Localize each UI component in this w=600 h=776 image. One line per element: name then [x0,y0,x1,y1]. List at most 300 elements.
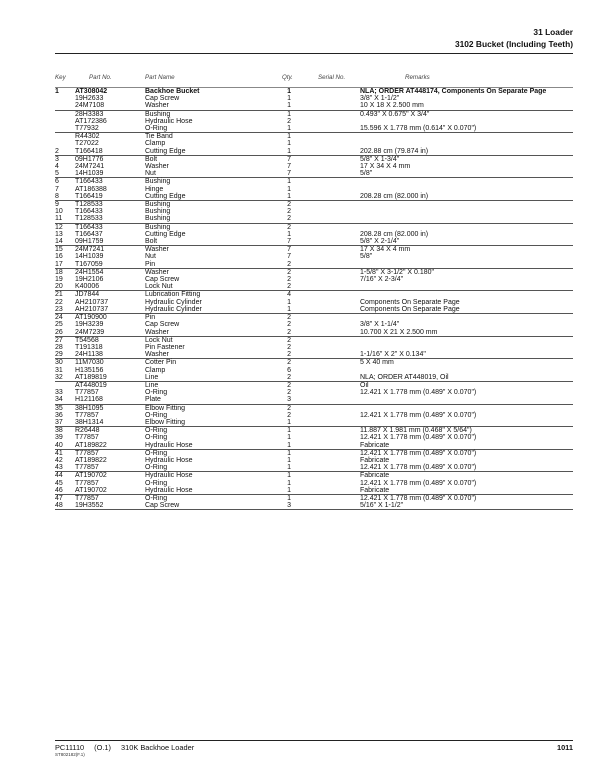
row-serial-no [291,321,360,328]
row-serial-no [291,231,360,238]
row-qty: 2 [287,208,291,216]
row-key: 26 [55,329,75,337]
row-serial-no [291,306,360,314]
row-serial-no [291,261,360,269]
row-qty: 2 [267,215,291,223]
row-part-name: O-Ring [145,464,267,472]
table-row [55,163,573,170]
row-remarks: 5/16" X 1-1/2" [360,502,573,510]
row-qty: 3 [267,502,291,510]
row-remarks [360,140,573,147]
row-key [55,125,75,133]
table-row [55,367,573,374]
row-part-name: Lock Nut [145,283,267,291]
row-part-name: O-Ring [145,125,267,133]
row-remarks [360,419,573,427]
row-part-name: Washer [145,351,267,359]
row-remarks [360,314,573,322]
row-qty: 1 [267,102,291,110]
row-key: 36 [55,411,63,419]
table-row [55,215,573,223]
table-row [55,314,573,322]
row-part-name: Lubrication Fitting [145,291,201,299]
row-remarks: 12.421 X 1.778 mm (0.489" X 0.070") [360,464,573,472]
row-key: 41 [55,449,63,457]
row-part-no: R44302 [75,133,100,141]
row-part-name: Hydraulic Hose [145,456,193,464]
row-part-no: 24M7241 [75,163,105,171]
row-qty: 2 [287,411,291,419]
row-serial-no [291,367,360,374]
row-part-name: Hydraulic Cylinder [145,306,267,314]
row-serial-no [291,223,360,231]
col-header-remarks: Remarks [405,74,430,81]
row-qty: 1 [287,88,291,95]
row-part-name: O-Ring [145,494,168,502]
row-qty: 2 [267,374,291,382]
table-row [55,283,573,291]
parts-group [55,359,573,382]
table-row [55,359,573,367]
row-part-name: O-Ring [145,449,168,457]
row-serial-no [291,276,360,283]
row-serial-no [291,419,360,427]
row-qty: 2 [287,223,291,231]
row-serial-no [291,314,360,322]
row-key: 39 [55,434,63,442]
row-part-name: Washer [145,163,169,171]
table-row [55,427,573,435]
row-serial-no [291,374,360,382]
row-qty: 1 [267,306,291,314]
parts-group [55,246,573,269]
row-key: 38 [55,427,63,435]
row-part-no: T77932 [75,125,145,133]
row-part-no: 14H1039 [75,253,104,261]
row-serial-no [291,140,360,147]
row-part-no: AT186388 [75,185,107,193]
row-qty: 1 [267,487,291,495]
row-serial-no [291,502,360,510]
table-row [55,449,573,457]
row-qty: 1 [287,494,291,502]
row-qty: 1 [287,434,291,442]
table-row [55,434,573,441]
row-part-name: Elbow Fitting [145,419,267,427]
row-remarks: Components On Separate Page [360,298,460,306]
row-serial-no [291,268,360,276]
parts-group [55,291,573,314]
row-part-no: T128533 [75,201,103,209]
col-header-serial-no: Serial No. [318,74,346,81]
row-serial-no [291,480,360,487]
row-key: 21 [55,291,63,299]
row-key: 20 [55,283,75,291]
col-header-qty: Qty. [282,74,293,81]
row-part-no: 28H3383 [75,110,104,118]
table-row [55,102,573,110]
row-serial-no [291,412,360,419]
row-part-no: AT448019 [75,381,107,389]
row-part-name: Cap Screw [145,321,180,329]
parts-group [55,404,573,427]
row-qty: 1 [267,148,291,156]
row-remarks [360,261,573,269]
row-key: 47 [55,494,63,502]
row-part-no: T166418 [75,148,145,156]
row-serial-no [291,359,360,367]
table-row [55,223,573,231]
row-part-no: T77857 [75,434,99,442]
row-remarks [360,283,573,291]
row-key: 29 [55,351,75,359]
row-serial-no [291,178,360,186]
row-part-name: Backhoe Bucket [145,88,200,95]
row-serial-no [291,110,360,118]
row-part-name: Bushing [145,110,171,118]
row-part-no: T27022 [75,140,99,148]
row-serial-no [291,170,360,178]
row-remarks: 1-1/16" X 2" X 0.134" [360,351,573,359]
row-qty: 1 [287,472,291,480]
row-key: 42 [55,456,63,464]
row-part-name: Washer [145,329,267,337]
row-key: 43 [55,464,75,472]
table-row [55,178,573,186]
row-qty: 2 [287,381,291,389]
row-qty: 7 [287,155,291,163]
row-remarks: 11.887 X 1.981 mm (0.468" X 5/64") [360,427,472,435]
row-part-name: Line [145,374,267,382]
row-serial-no [291,201,360,209]
row-serial-no [291,148,360,156]
row-remarks [360,344,573,351]
row-qty: 1 [267,125,291,133]
row-remarks: 12.421 X 1.778 mm (0.489" X 0.070") [360,389,477,397]
row-key: 25 [55,321,63,329]
row-serial-no [291,351,360,359]
table-row [55,412,573,419]
row-key: 44 [55,472,63,480]
row-remarks: 17 X 34 X 4 mm [360,163,411,171]
row-remarks [360,178,573,186]
row-remarks [360,223,573,231]
row-part-no: T166433 [75,178,103,186]
row-qty: 2 [267,351,291,359]
row-remarks: Fabricate [360,472,390,480]
row-part-no: T166437 [75,230,103,238]
row-part-no: T77857 [75,464,145,472]
document-code: ST802182(F.1) [55,752,85,757]
table-row [55,291,573,299]
row-qty: 1 [287,449,291,457]
row-key: 33 [55,389,63,397]
row-serial-no [291,344,360,351]
row-remarks: 3/8" X 1-1/2" [360,95,400,103]
table-row [55,404,573,412]
row-part-no: H121168 [75,396,145,404]
row-key: 16 [55,253,63,261]
row-part-no: 14H1039 [75,170,145,178]
row-key: 7 [55,185,59,193]
row-part-no: T77857 [75,449,99,457]
row-qty: 1 [287,230,291,238]
row-qty: 2 [287,359,291,367]
row-serial-no [291,449,360,457]
table-row [55,457,573,464]
row-part-name: Hydraulic Cylinder [145,298,202,306]
row-qty: 6 [287,366,291,374]
parts-table [55,87,573,510]
row-part-no: T167059 [75,261,145,269]
row-serial-no [291,118,360,125]
table-row [55,480,573,487]
row-remarks: 208.28 cm (82.000 in) [360,230,429,238]
row-remarks: Components On Separate Page [360,306,573,314]
revision: (O.1) [94,743,112,752]
row-part-no: K40006 [75,283,145,291]
row-remarks: 5/8" X 1-3/4" [360,155,400,163]
row-serial-no [291,404,360,412]
row-key: 37 [55,419,75,427]
row-part-no: T166419 [75,193,145,201]
row-remarks: 5 X 40 mm [360,359,394,367]
row-part-no: T191318 [75,343,103,351]
row-part-name: Hydraulic Hose [145,117,193,125]
table-row [55,487,573,495]
row-qty: 2 [267,261,291,269]
row-remarks [360,396,573,404]
row-serial-no [291,442,360,450]
row-part-name: Nut [145,253,156,261]
row-remarks: 12.421 X 1.778 mm (0.489" X 0.070") [360,449,477,457]
row-part-name: Bushing [145,208,171,216]
row-part-no: AT172386 [75,117,107,125]
row-part-name: Bushing [145,223,171,231]
row-part-no: JD7844 [75,291,100,299]
row-qty: 3 [267,396,291,404]
row-part-no: T54568 [75,336,99,344]
row-part-no: T77857 [75,494,99,502]
parts-group [55,88,573,111]
table-row [55,261,573,269]
row-part-no: T128533 [75,215,145,223]
row-qty: 7 [287,163,291,171]
col-header-part-name: Part Name [145,74,175,81]
row-remarks: 208.28 cm (82.000 in) [360,193,573,201]
row-qty: 2 [287,276,291,284]
row-serial-no [291,133,360,141]
table-row [55,396,573,404]
parts-group [55,494,573,509]
row-serial-no [291,283,360,291]
row-remarks: 5/8" [360,170,573,178]
row-key [55,95,75,102]
row-qty: 2 [287,343,291,351]
row-part-name: Elbow Fitting [145,404,186,412]
table-row [55,329,573,337]
row-serial-no [291,299,360,306]
row-part-name: Bolt [145,155,158,163]
row-qty: 2 [287,201,291,209]
table-row [55,502,573,510]
table-row [55,494,573,502]
row-qty: 1 [267,464,291,472]
parts-group [55,201,573,224]
row-part-no: AT190702 [75,472,107,480]
row-serial-no [291,155,360,163]
row-part-no: 19H3239 [75,321,104,329]
row-remarks: Fabricate [360,442,573,450]
row-key: 46 [55,487,75,495]
row-remarks: 17 X 34 X 4 mm [360,246,411,254]
row-key: 48 [55,502,75,510]
row-key [55,133,75,141]
row-serial-no [291,457,360,464]
catalog-number: PC11110 [55,743,85,752]
row-qty: 7 [267,238,291,246]
row-serial-no [291,329,360,337]
row-part-name: O-Ring [145,479,168,487]
row-serial-no [291,193,360,201]
row-qty: 2 [287,117,291,125]
row-key: 35 [55,404,63,412]
row-part-name: Washer [145,246,169,254]
row-remarks: Fabricate [360,456,390,464]
row-remarks: Oil [360,381,369,389]
row-remarks [360,208,573,215]
row-part-name: O-Ring [145,427,168,435]
table-row [55,276,573,283]
row-remarks [360,186,573,193]
row-part-name: Hydraulic Hose [145,442,267,450]
table-row [55,125,573,133]
row-key [55,110,75,118]
row-serial-no [291,215,360,223]
row-qty: 1 [287,178,291,186]
row-part-name: Pin [145,314,156,322]
row-serial-no [291,253,360,260]
row-serial-no [291,427,360,435]
row-serial-no [291,125,360,133]
row-part-no: 09H1759 [75,238,145,246]
row-qty: 1 [267,193,291,201]
section-title: 31 Loader [533,27,573,37]
row-part-name: Cutting Edge [145,148,267,156]
parts-group [55,427,573,450]
table-row [55,253,573,260]
row-key: 5 [55,170,75,178]
table-row [55,95,573,102]
row-part-name: Clamp [145,366,166,374]
header-divider [55,53,573,54]
row-remarks: 12.421 X 1.778 mm (0.489" X 0.070") [360,434,477,442]
row-part-name: Bolt [145,238,267,246]
row-part-name: Hydraulic Hose [145,472,193,480]
row-remarks: 12.421 X 1.778 mm (0.489" X 0.070") [360,411,477,419]
row-remarks [360,367,573,374]
row-key: 31 [55,366,63,374]
row-part-no: R26448 [75,427,100,435]
row-part-no: AT190900 [75,314,107,322]
footer-info [55,743,204,752]
row-key [55,118,75,125]
parts-group [55,268,573,291]
row-key [55,140,75,147]
table-row [55,140,573,147]
row-remarks: NLA; ORDER AT448174, Components On Separate Page [360,88,547,95]
row-serial-no [291,396,360,404]
row-part-name: Cap Screw [145,95,180,103]
row-key [55,381,75,389]
row-key: 15 [55,246,63,254]
row-part-no: 19H2106 [75,276,104,284]
table-row [55,208,573,215]
table-row [55,238,573,246]
row-part-name: O-Ring [145,389,168,397]
table-row [55,186,573,193]
row-part-name: Clamp [145,140,166,148]
parts-group [55,449,573,472]
row-part-name: Cap Screw [145,276,180,284]
row-part-name: Washer [145,268,169,276]
table-row [55,201,573,209]
row-serial-no [291,487,360,495]
page-title: 3102 Bucket (Including Teeth) [454,39,573,49]
row-key: 12 [55,223,63,231]
row-qty: 1 [287,298,291,306]
parts-group [55,381,573,404]
table-row [55,133,573,141]
row-part-no: T77857 [75,411,99,419]
row-part-name: Cutting Edge [145,193,267,201]
row-key: 27 [55,336,63,344]
table-row [55,419,573,427]
row-part-name: Nut [145,170,267,178]
row-remarks [360,133,573,141]
row-qty: 2 [287,336,291,344]
table-row [55,336,573,344]
row-part-name: Pin Fastener [145,343,185,351]
row-part-no: 24M7108 [75,102,145,110]
table-row [55,389,573,396]
row-serial-no [291,472,360,480]
row-key: 10 [55,208,63,216]
row-part-no: 24H1554 [75,268,104,276]
row-key: 3 [55,155,59,163]
row-remarks: 12.421 X 1.778 mm (0.489" X 0.070") [360,479,477,487]
row-remarks: 10 X 18 X 2.500 mm [360,102,573,110]
row-part-no: T166433 [75,223,103,231]
parts-group [55,155,573,178]
row-qty: 7 [287,253,291,261]
table-row [55,155,573,163]
row-part-no: 24M7241 [75,246,105,254]
row-part-no: AT308042 [75,88,108,95]
row-qty: 2 [267,329,291,337]
row-part-name: Hydraulic Hose [145,487,267,495]
row-key: 6 [55,178,59,186]
row-key: 17 [55,261,75,269]
row-remarks: 15.596 X 1.778 mm (0.614" X 0.070") [360,125,573,133]
row-key: 24 [55,314,63,322]
table-row [55,464,573,472]
footer-divider [55,740,573,741]
row-remarks: 3/8" X 1-1/4" [360,321,400,329]
row-qty: 1 [267,442,291,450]
row-serial-no [291,464,360,472]
row-part-name: Line [145,381,159,389]
